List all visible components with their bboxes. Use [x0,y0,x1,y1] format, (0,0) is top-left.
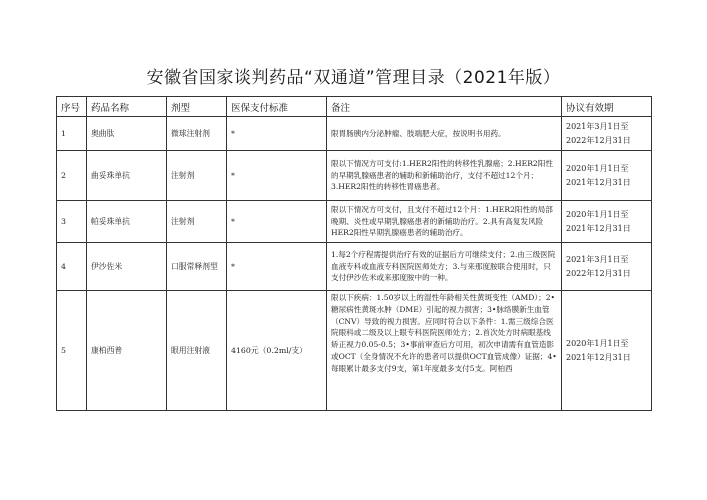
cell-agreement-period [562,291,652,411]
cell-agreement-period [562,151,652,201]
period-start: 2020年1月1日至 [566,209,629,219]
period-end: 2022年12月31日 [566,268,631,278]
period-start: 2021年3月1日至 [566,121,629,131]
period-end: 2021年12月31日 [566,223,631,233]
cell-drug-name: 帕妥珠单抗 [87,201,167,243]
cell-dosage-form: 眼用注射液 [167,291,227,411]
cell-agreement-period [562,117,652,151]
table-header-row [57,97,652,117]
header-agreement-period: 协议有效期 [562,97,652,117]
cell-dosage-form: 注射剂 [167,201,227,243]
cell-dosage-form: 注射剂 [167,151,227,201]
cell-drug-name: 伊沙佐米 [87,243,167,291]
header-dosage-form: 剂型 [167,97,227,117]
period-start: 2021年3月1日至 [566,254,629,264]
cell-no: 5 [57,291,87,411]
cell-payment-standard: * [227,243,327,291]
period-start: 2020年1月1日至 [566,338,629,348]
table-row [57,117,652,151]
cell-payment-standard: 4160元（0.2ml/支） [227,291,327,411]
header-no: 序号 [57,97,87,117]
header-drug-name: 药品名称 [87,97,167,117]
cell-drug-name: 康柏西普 [87,291,167,411]
table-row [57,243,652,291]
cell-remarks: 1.每2个疗程需提供治疗有效的证据后方可继续支付；2.由三级医院血液专科或血液专科医院医师处方；3.与来那度胺联合使用时，只支付伊沙佐米或来那度胺中的一种。 [327,243,562,291]
cell-remarks: 限以下情况方可支付:1.HER2阳性的转移性乳腺癌；2.HER2阳性的早期乳腺癌患者的辅助和新辅助治疗，支付不超过12个月；3.HER2阳性的转移性胃癌患者。 [327,151,562,201]
period-end: 2021年12月31日 [566,177,631,187]
cell-payment-standard: * [227,117,327,151]
cell-dosage-form: 口服常释剂型 [167,243,227,291]
cell-remarks: 限胃肠胰内分泌肿瘤、肢端肥大症，按说明书用药。 [327,117,562,151]
period-start: 2020年1月1日至 [566,163,629,173]
cell-no: 2 [57,151,87,201]
header-remarks: 备注 [327,97,562,117]
cell-no: 3 [57,201,87,243]
cell-remarks: 限以下情况方可支付，且支付不超过12个月：1.HER2阳性的局部晚期、炎性或早期乳腺癌患者的新辅助治疗。2.具有高复发风险HER2阳性早期乳腺癌患者的辅助治疗。 [327,201,562,243]
cell-drug-name: 曲妥珠单抗 [87,151,167,201]
table-row [57,151,652,201]
period-end: 2022年12月31日 [566,135,631,145]
cell-payment-standard: * [227,151,327,201]
cell-payment-standard: * [227,201,327,243]
cell-drug-name: 奥曲肽 [87,117,167,151]
remarks-text: 限以下疾病：1.50岁以上的湿性年龄相关性黄斑变性（AMD）；2•糖尿病性黄斑水肿（DME）引起的视力损害；3•脉络膜新生血管（CNV）导致的视力损害。应同时符合以下条件：1.需三级综合医院眼科或二级及以上眼专科医院医师处方；2.首次处方时病眼基线矫正视力0.05-0.5；3•事前审查后方可用，初次申请需有血管造影或OCT（全身情况不允许的患者可以提供OCT血管成像）证据；4•每眼累计最多支付9支，第1年度最多支付5支。阿柏西 [331,293,557,373]
cell-no: 4 [57,243,87,291]
cell-agreement-period [562,201,652,243]
table-row [57,291,652,411]
table-row [57,201,652,243]
cell-dosage-form: 微球注射剂 [167,117,227,151]
cell-remarks [327,291,562,411]
cell-agreement-period [562,243,652,291]
drug-catalog-table [56,96,652,411]
header-payment-standard: 医保支付标准 [227,97,327,117]
period-end: 2021年12月31日 [566,352,631,362]
page-title: 安徽省国家谈判药品“双通道”管理目录（2021年版） [146,68,561,88]
cell-no: 1 [57,117,87,151]
